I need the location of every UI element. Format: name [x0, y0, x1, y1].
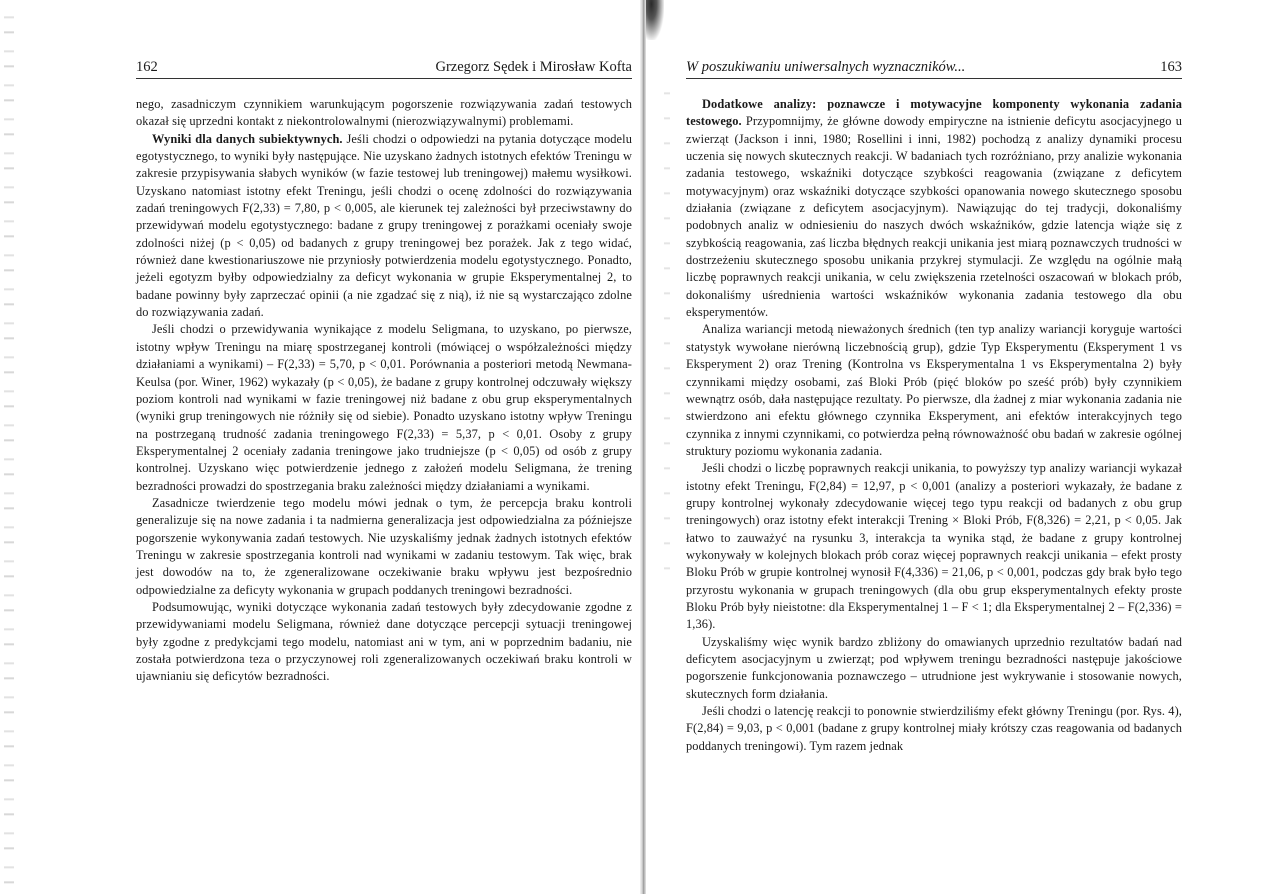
right-page-number: 163 [1160, 59, 1182, 75]
right-paragraph: Jeśli chodzi o liczbę poprawnych reakcji unikania, to powyższy typ analizy wariancji wykazał istotny efekt Treningu, F(2,84) = 12,97, p < 0,001 (analizy a posteriori wykazały, że badane z grupy kontrolnej wykonały zdecydowanie więcej tego typu reakcji od badanych z obu grup treningowych) oraz istotny efekt interakcji Trening × Bloki Prób, F(8,326) = 2,21, p < 0,05. Jak łatwo to zauważyć na rysunku 3, interakcja ta wynika stąd, że badane z grupy kontrolnej wykonywały w kolejnych blokach prób coraz więcej poprawnych reakcji unikania – efekt prosty Bloku Prób w grupie kontrolnej wynosił F(4,336) = 21,06, p < 0,001, podczas gdy brak było tego przyrostu wykonania w grupach treningowych (dla obu grup eksperymentalnych efekty proste Bloku Prób były nieistotne: dla Eksperymentalnej 1 – F < 1; dla Eksperymentalnej 2 – F(2,336) = 1,36). [686, 461, 1182, 632]
right-paragraph: Analiza wariancji metodą nieważonych średnich (ten typ analizy wariancji koryguje wartości statystyk wywołane nierówną liczebnością grup), gdzie Typ Eksperymentu (Eksperyment 1 vs Eksperyment 2) oraz Trening (Kontrolna vs Eksperymentalna 1 vs Eksperymentalna 2) były czynnikami między osobami, zaś Bloki Prób (pięć bloków po sześć prób) były czynnikiem wewnątrz osób, dała następujące rezultaty. Po pierwsze, dla żadnej z miar wykonania zadania nie stwierdzono ani efektu głównego czynnika Eksperyment, ani efektów interakcyjnych tego czynnika z innymi czynnikami, co potwierdza pełną równoważność obu badań w zakresie ogólnej struktury poziomu wykonania zadania. [686, 322, 1182, 458]
right-running-head [686, 58, 1182, 76]
right-paragraph: Jeśli chodzi o latencję reakcji to ponownie stwierdziliśmy efekt główny Treningu (por. Rys. 4), F(2,84) = 9,03, p < 0,001 (badane z grupy kontrolnej miały krótszy czas reagowania od badanych poddanych treningowi). Tym razem jednak [686, 704, 1182, 753]
left-body-text [136, 96, 632, 686]
left-running-head [136, 58, 632, 76]
left-page-number: 162 [136, 59, 158, 75]
left-paragraph: Zasadnicze twierdzenie tego modelu mówi jednak o tym, że percepcja braku kontroli generalizuje się na nowe zadania i ta nadmierna generalizacja jest odpowiedzialna za późniejsze pogorszenie wykonywania zadań testowych. Nie uzyskaliśmy jednak żadnych istotnych efektów Treningu w zakresie spostrzegania kontroli nad wynikami w zadaniu testowym. Tak więc, brak jest dowodów na to, że zgeneralizowane oczekiwanie braku wpływu jest bezpośrednio odpowiedzialne za deficyty wykonania w grupach poddanych treningowi bezradności. [136, 495, 632, 597]
left-paragraph: Podsumowując, wyniki dotyczące wykonania zadań testowych były zdecydowanie zgodne z przewidywaniami modelu Seligmana, również dane dotyczące percepcji sytuacji treningowej były zgodne z predykcjami tego modelu, natomiast ani w tym, ani w poprzednim badaniu, nie została potwierdzona teza o przyczynowej roli zgeneralizowanych oczekiwań braku kontroli w ujawnianiu się deficytów bezradności. [136, 599, 632, 684]
right-page [642, 0, 1262, 894]
right-header-rule [686, 78, 1182, 79]
left-paragraph: Wyniki dla danych subiektywnych. Jeśli chodzi o odpowiedzi na pytania dotyczące modelu egotystycznego, to wyniki były następujące. Nie uzyskano żadnych istotnych efektów Treningu w zakresie przypisywania słabych wyników (w fazie testowej lub treningowej) małemu wysiłkowi. Uzyskano natomiast istotny efekt Treningu, jeśli chodzi o ocenę zdolności do rozwiązywania zadań treningowych F(2,33) = 7,80, p < 0,005, ale kierunek tej zależności był przeciwstawny do przewidywań modelu egotystycznego: badane z grupy treningowej z porażkami oceniały swoje zdolności niżej (p < 0,05) od badanych z grupy treningowej bez porażek. Jak z tego widać, również dane kwestionariuszowe nie przyniosły potwierdzenia modelu egotystycznego. Ponadto, jeżeli egotyzm byłby odpowiedzialny za deficyt wykonania w grupie Eksperymentalnej 2, to badane powinny były zaprzeczać opinii (a nie zgadzać się z nią), iż nie są wystarczająco zdolne do rozwiązywania zadań. [136, 131, 632, 320]
right-paragraph: Dodatkowe analizy: poznawcze i motywacyjne komponenty wykonania zadania testowego. Przypomnijmy, że główne dowody empiryczne na istnienie deficytu asocjacyjnego u zwierząt (Jackson i inni, 1980; Rosellini i inni, 1982) pochodzą z analizy dynamiki procesu uczenia się nowych skutecznych reakcji. W badaniach tych rozróżniano, przy analizie wykonania zadania testowego, wskaźniki dotyczące szybkości reagowania (związane z deficytem motywacyjnym) oraz wskaźniki dotyczące szybkości opanowania nowego skutecznego sposobu działania (związane z deficytem asocjacyjnym). Nawiązując do tej tradycji, dokonaliśmy podobnych analiz w odniesieniu do naszych dwóch wskaźników, gdzie latencja wiąże się z szybkością reagowania, zaś liczba błędnych reakcji unikania jest miarą poznawczych trudności w dostrzeżeniu skutecznego sposobu unikania przykrej stymulacji. Ze względu na ogólnie małą liczbę poprawnych reakcji unikania, w celu zwiększenia rzetelności oszacowań w blokach prób, dokonaliśmy uśrednienia wartości wskaźników wykonania zadania testowego dla obu eksperymentów. [686, 97, 1182, 320]
left-running-head-title: Grzegorz Sędek i Mirosław Kofta [435, 59, 632, 75]
right-body-text [686, 96, 1182, 755]
right-running-head-title: W poszukiwaniu uniwersalnych wyznaczników... [686, 59, 966, 75]
left-paragraph: Jeśli chodzi o przewidywania wynikające z modelu Seligmana, to uzyskano, po pierwsze, istotny wpływ Treningu na miarę spostrzeganej kontroli (mówiącej o współzależności między działaniami a wynikami) – F(2,33) = 5,70, p < 0,01. Porównania a posteriori metodą Newmana-Keulsa (por. Winer, 1962) wykazały (p < 0,05), że badane z grupy kontrolnej odczuwały większy poziom kontroli nad wynikami w fazie treningowej niż badane z obu grup eksperymentalnych (wyniki grup treningowych nie różniły się od siebie). Ponadto uzyskano istotny wpływ Treningu na postrzeganą trudność zadania treningowego F(2,33) = 5,37, p < 0,01. Osoby z grupy Eksperymentalnej 2 oceniały zadania treningowe jako trudniejsze (p < 0,05) od osób z grupy kontrolnej. Uzyskano więc potwierdzenie jednego z założeń modelu Seligmana, że trening bezradności prowadzi do spostrzegania braku zależności między działaniami a wynikami. [136, 322, 632, 493]
right-paragraph: Uzyskaliśmy więc wynik bardzo zbliżony do omawianych uprzednio rezultatów badań nad deficytem asocjacyjnym u zwierząt; pod wpływem treningu bezradności następuje jakościowe pogorszenie funkcjonowania poznawczego – utrudnione jest wykrywanie i stosowanie nowych, skutecznych form działania. [686, 634, 1182, 701]
left-header-rule [136, 78, 632, 79]
left-paragraph: nego, zasadniczym czynnikiem warunkującym pogorszenie rozwiązywania zadań testowych okazał się uprzedni kontakt z niekontrolowalnymi (nierozwiązywalnymi) problemami. [136, 97, 632, 129]
